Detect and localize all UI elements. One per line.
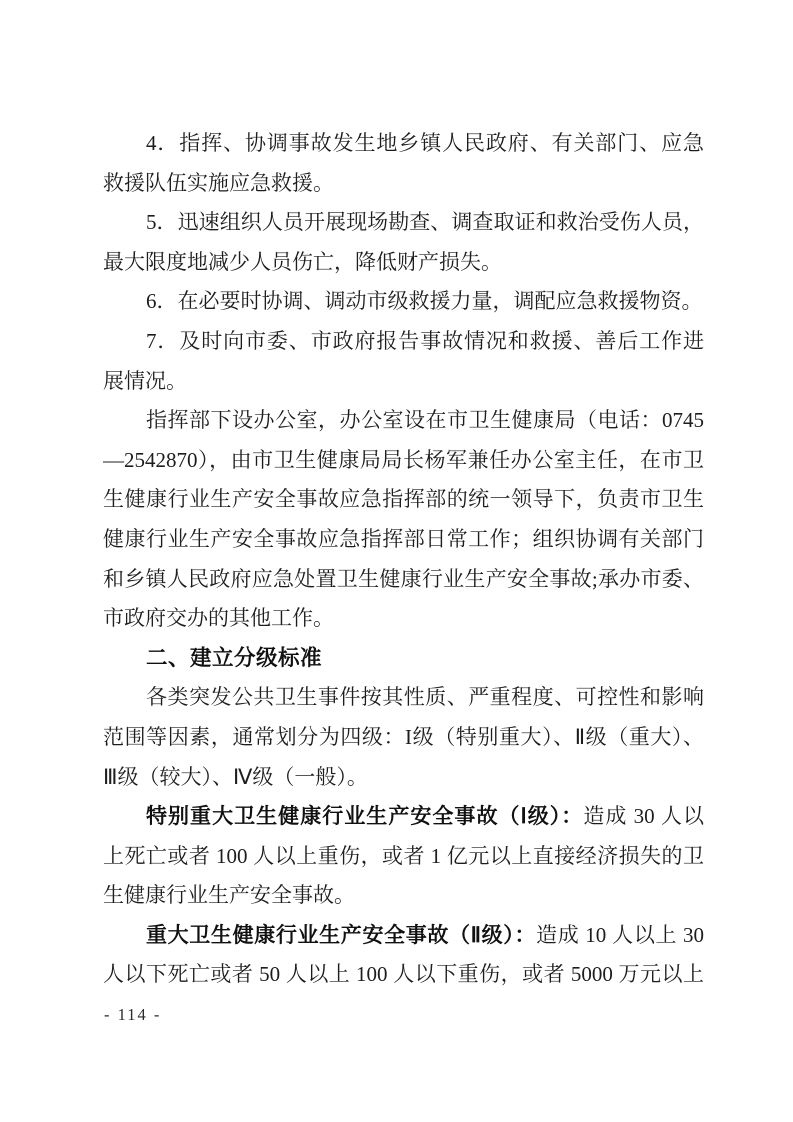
document-body: [103, 124, 704, 995]
text-line: 展情况。: [103, 368, 187, 393]
text-line: Ⅲ级（较大）、Ⅳ级（一般）。: [103, 764, 368, 789]
text-line: 指挥部下设办公室，办公室设在市卫生健康局（电话：0745: [146, 408, 704, 433]
text-line: 和乡镇人民政府应急处置卫生健康行业生产安全事故;承办市委、: [103, 566, 704, 591]
text-line: —2542870），由市卫生健康局局长杨军兼任办公室主任，在市卫: [103, 447, 704, 472]
section-heading: 二、建立分级标准: [146, 645, 323, 670]
text-line: 4．指挥、协调事故发生地乡镇人民政府、有关部门、应急: [146, 131, 704, 155]
text-line: 最大限度地减少人员伤亡，降低财产损失。: [103, 249, 502, 274]
emphasis-lead: 特别重大卫生健康行业生产安全事故（Ⅰ级）：: [146, 805, 584, 829]
page-number: - 114 -: [104, 1005, 162, 1024]
text-line: 救援队伍实施应急救援。: [103, 170, 334, 195]
text-line: 生健康行业生产安全事故应急指挥部的统一领导下，负责市卫生: [103, 487, 704, 512]
text-line: 生健康行业生产安全事故。: [103, 883, 355, 908]
text-line: 5．迅速组织人员开展现场勘查、调查取证和救治受伤人员，: [146, 210, 704, 235]
text-line: 上死亡或者 100 人以上重伤，或者 1 亿元以上直接经济损失的卫: [103, 843, 704, 868]
text-line: [103, 916, 704, 956]
text-line: [103, 797, 704, 837]
text-line: 健康行业生产安全事故应急指挥部日常工作；组织协调有关部门: [103, 526, 704, 551]
emphasis-lead: 重大卫生健康行业生产安全事故（Ⅱ级）：: [146, 923, 537, 947]
text-line: 人以下死亡或者 50 人以上 100 人以下重伤，或者 5000 万元以上: [103, 962, 704, 987]
text-run: 造成 30 人以: [583, 804, 704, 829]
text-line: 7．及时向市委、市政府报告事故情况和救援、善后工作进: [146, 328, 704, 353]
text-line: 市政府交办的其他工作。: [103, 606, 334, 631]
text-run: 造成 10 人以上 30: [536, 922, 704, 947]
text-line: 各类突发公共卫生事件按其性质、严重程度、可控性和影响: [146, 685, 704, 710]
text-line: 6．在必要时协调、调动市级救援力量，调配应急救援物资。: [146, 289, 703, 314]
text-line: 范围等因素，通常划分为四级：I级（特别重大）、Ⅱ级（重大）、: [103, 724, 704, 749]
